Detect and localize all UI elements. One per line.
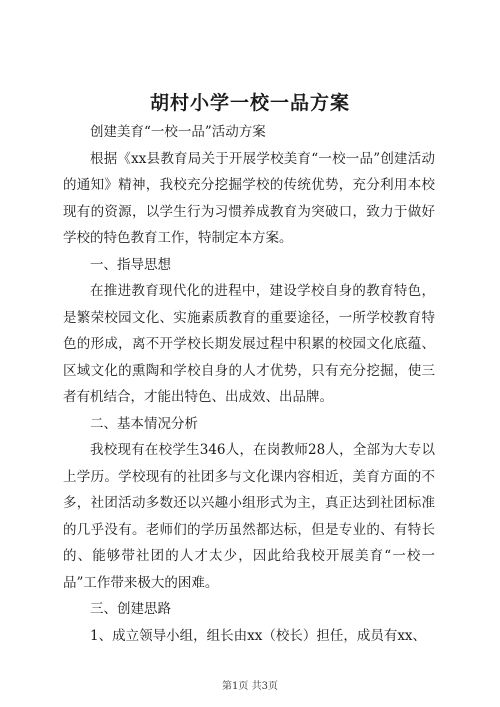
intro-paragraph: 根据《xx县教育局关于开展学校美育“一校一品”创建活动的通知》精神，我校充分挖掘学校的传统优势，充分利用本校现有的资源，以学生行为习惯养成教育为突破口，致力于做好学校的特色教育工作，特制定本方案。 [63, 150, 435, 246]
guiding-thought-paragraph: 在推进教育现代化的进程中，建设学校自身的教育特色，是繁荣校园文化、实施素质教育的重要途径，一所学校教育特色的形成，离不开学校长期发展过程中积累的校园文化底蕴、区域文化的熏陶和学校自身的人才优势，只有充分挖掘，使三者有机结合，才能出特色、出成效、出品牌。 [63, 283, 435, 405]
page-number-footer: 第1页 共3页 [222, 681, 278, 692]
creation-ideas-item-1: 1、成立领导小组，组长由xx（校长）担任，成员有xx、 [90, 627, 427, 644]
section-heading-creation-ideas: 三、创建思路 [90, 601, 171, 617]
section-heading-basic-analysis: 二、基本情况分析 [90, 415, 198, 432]
document-title: 胡村小学一校一品方案 [149, 92, 350, 114]
document-body [63, 119, 435, 649]
section-heading-guiding-thought: 一、指导思想 [90, 256, 171, 273]
document-subtitle: 创建美育“一校一品”活动方案 [90, 124, 266, 140]
basic-analysis-paragraph: 我校现有在校学生346人，在岗教师28人，全部为大专以上学历。学校现有的社团多与文化课内容相近，美育方面的不多，社团活动多数还以兴趣小组形式为主，真正达到社团标准的几乎没有。老师们的学历虽然都达标，但是专业的、有特长的、能够带社团的人才太少，因此给我校开展美育“一校一品”工作带来极大的困难。 [63, 442, 435, 591]
